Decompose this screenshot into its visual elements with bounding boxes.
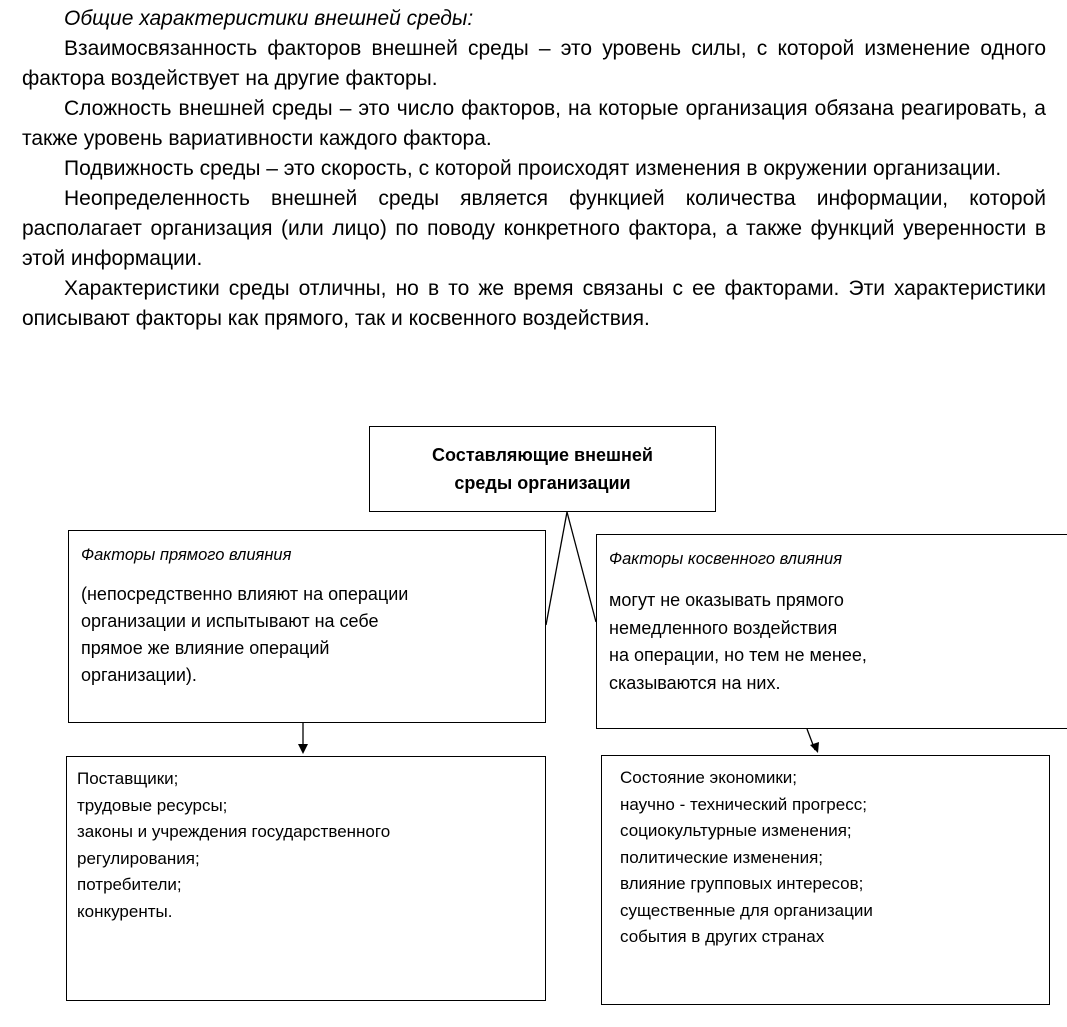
list-item: влияние групповых интересов;: [620, 874, 864, 893]
paragraph-characteristics: Характеристики среды отличны, но в то же время связаны с ее факторами. Эти характеристики описывают факторы как прямого, так и косвенного воздействия.: [22, 277, 1046, 330]
paragraph-interconnectedness: Взаимосвязанность факторов внешней среды – это уровень силы, с которой изменение одного фактора воздействует на другие факторы.: [22, 37, 1046, 90]
direct-desc-line: прямое же влияние операций: [81, 638, 330, 658]
direct-desc-line: (непосредственно влияют на операции: [81, 584, 409, 604]
diagram-title-line-2: среды организации: [454, 473, 631, 493]
text-block: [22, 4, 1046, 334]
list-item: события в других странах: [620, 927, 825, 946]
diagram-title-box: [369, 426, 716, 512]
list-item: потребители;: [77, 875, 182, 894]
indirect-factors-title: Факторы косвенного влияния: [609, 550, 843, 568]
indirect-factors-list: [601, 755, 1050, 1005]
direct-factors-title: Факторы прямого влияния: [81, 546, 292, 564]
indirect-desc-line: на операции, но тем не менее,: [609, 645, 867, 665]
indirect-desc-line: сказываются на них.: [609, 672, 781, 693]
arrow-indirect-shaft: [807, 729, 815, 750]
arrow-indirect-head: [810, 742, 819, 753]
indirect-desc-line: немедленного воздействия: [609, 617, 838, 638]
paragraph-mobility: Подвижность среды – это скорость, с которой происходят изменения в окружении организации.: [64, 157, 1002, 180]
arrow-direct-head: [298, 744, 308, 754]
list-item: социокультурные изменения;: [620, 821, 852, 840]
list-item: законы и учреждения государственного: [77, 822, 391, 841]
direct-desc-line: организации и испытывают на себе: [81, 611, 379, 631]
indirect-factors-box: [596, 534, 1067, 729]
list-item: политические изменения;: [620, 847, 823, 867]
list-item: регулирования;: [77, 848, 200, 868]
indirect-factors-description: [609, 587, 1058, 697]
indirect-desc-line: могут не оказывать прямого: [609, 590, 844, 610]
direct-factors-description: [81, 581, 533, 689]
list-item: Поставщики;: [77, 769, 179, 788]
direct-factors-list: [66, 756, 546, 1001]
list-item: трудовые ресурсы;: [77, 795, 228, 815]
direct-desc-line: организации).: [81, 665, 197, 685]
connector-line-left: [546, 512, 567, 625]
list-item: Состояние экономики;: [620, 768, 797, 787]
connector-line-right: [567, 512, 596, 622]
direct-factors-box: [68, 530, 546, 723]
list-item: научно - технический прогресс;: [620, 794, 867, 814]
list-item: существенные для организации: [620, 900, 873, 920]
section-heading: Общие характеристики внешней среды:: [64, 7, 474, 30]
list-item: конкуренты.: [77, 901, 173, 921]
diagram-title-line-1: Составляющие внешней: [432, 445, 653, 465]
paragraph-complexity: Сложность внешней среды – это число факторов, на которые организация обязана реагировать, а также уровень вариативности каждого фактора.: [22, 97, 1046, 150]
paragraph-uncertainty: Неопределенность внешней среды является функцией количества информации, которой располагает организация (или лицо) по поводу конкретного фактора, а также функций уверенности в этой информации.: [22, 187, 1046, 270]
